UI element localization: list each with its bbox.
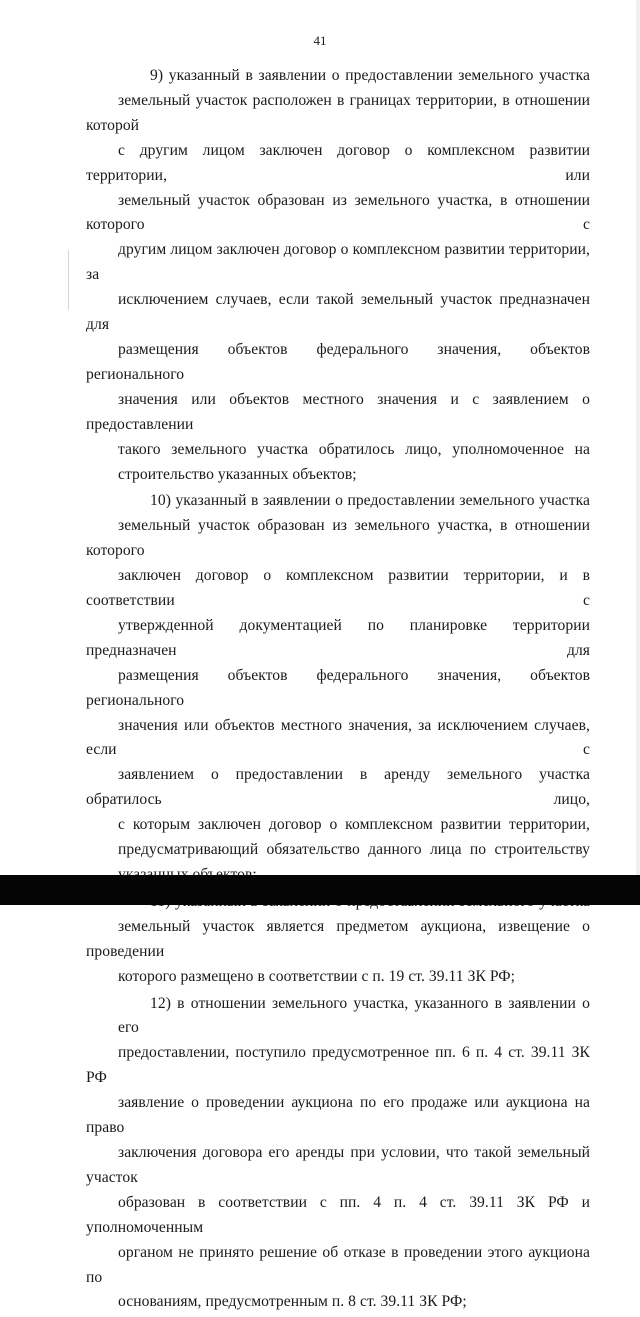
text-line: размещения объектов федерального значения, объектов регионального	[86, 340, 590, 383]
text-line: заявлением о предоставлении в аренду земельного участка обратилось лицо,	[86, 766, 590, 809]
text-line: заключения договора его аренды при условии, что такой земельный участок	[86, 1143, 590, 1186]
text-line: с другим лицом заключен договор о комплексном развитии территории, или	[86, 141, 590, 184]
scan-bottom-border	[0, 875, 640, 905]
text-line: заявление о проведении аукциона по его продаже или аукциона на право	[86, 1094, 590, 1137]
text-line: 9) указанный в заявлении о предоставлении земельного участка	[150, 67, 590, 84]
text-line: предоставлении, поступило предусмотренное пп. 6 п. 4 ст. 39.11 ЗК РФ	[86, 1044, 590, 1087]
text-line: такого земельного участка обратилось лицо, уполномоченное на	[118, 440, 590, 458]
text-line: с которым заключен договор о комплексном развитии территории,	[118, 816, 590, 834]
scan-right-edge	[636, 0, 640, 875]
text-line: заключен договор о комплексном развитии территории, и в соответствии с	[86, 567, 590, 610]
text-line: 12) в отношении земельного участка, указанного в заявлении о его	[118, 994, 590, 1037]
text-line: утвержденной документацией по планировке территории предназначен для	[86, 616, 590, 659]
text-line: размещения объектов федерального значения, объектов регионального	[86, 666, 590, 709]
paragraph-item-9	[86, 64, 590, 487]
text-line: образован в соответствии с пп. 4 п. 4 ст. 39.11 ЗК РФ и уполномоченным	[86, 1193, 590, 1236]
text-line: значения или объектов местного значения, за исключением случаев, если с	[86, 716, 590, 759]
scan-margin-mark	[68, 250, 69, 310]
text-line: предусматривающий обязательство данного лица по строительству	[118, 841, 590, 859]
text-line: земельный участок образован из земельного участка, в отношении которого с	[86, 191, 590, 234]
text-line: органом не принято решение об отказе в проведении этого аукциона по	[86, 1243, 590, 1286]
text-line: которого размещено в соответствии с п. 19 ст. 39.11 ЗК РФ;	[118, 967, 516, 985]
text-line: строительство указанных объектов;	[118, 465, 357, 483]
paragraph-item-12	[86, 992, 590, 1316]
document-body	[86, 64, 590, 1317]
text-line: исключением случаев, если такой земельный участок предназначен для	[86, 291, 590, 334]
paragraph-item-10	[86, 489, 590, 888]
text-line: другим лицом заключен договор о комплексном развитии территории, за	[86, 241, 590, 284]
text-line: земельный участок образован из земельного участка, в отношении которого	[86, 517, 590, 560]
text-line: земельный участок расположен в границах территории, в отношении которой	[86, 91, 590, 134]
page-number: 41	[313, 33, 327, 48]
text-line: значения или объектов местного значения и с заявлением о предоставлении	[86, 390, 590, 433]
text-line: земельный участок является предметом аукциона, извещение о проведении	[86, 917, 590, 960]
text-line: 10) указанный в заявлении о предоставлении земельного участка	[150, 492, 590, 510]
text-line: основаниям, предусмотренным п. 8 ст. 39.11 ЗК РФ;	[118, 1293, 467, 1311]
